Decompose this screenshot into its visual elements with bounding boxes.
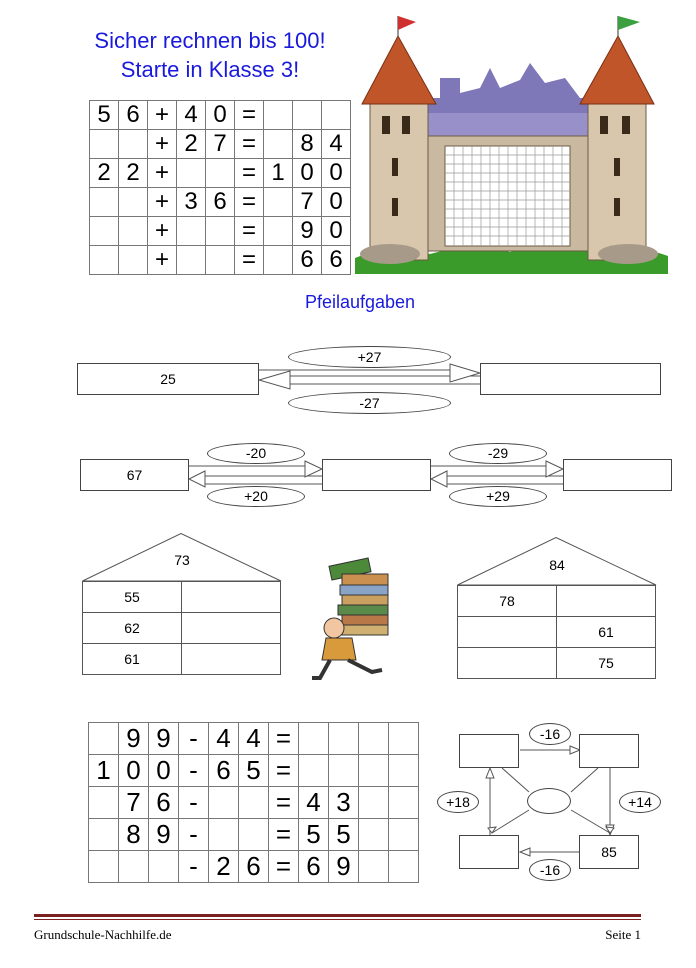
grid-cell: = [269, 755, 299, 787]
title-line-2: Starte in Klasse 3! [120, 57, 300, 82]
house-cell[interactable] [557, 586, 656, 617]
grid-cell: 8 [293, 130, 322, 159]
grid-cell[interactable] [359, 851, 389, 883]
grid-cell: = [235, 159, 264, 188]
grid-cell: - [179, 723, 209, 755]
grid-cell[interactable] [264, 246, 293, 275]
arrow1-right-box[interactable] [480, 363, 661, 395]
grid-cell: + [148, 159, 177, 188]
addition-grid [89, 100, 351, 275]
house-cell: 61 [557, 617, 656, 648]
grid-row [89, 851, 419, 883]
grid-cell[interactable] [119, 130, 148, 159]
grid-cell[interactable] [89, 787, 119, 819]
grid-cell[interactable] [293, 101, 322, 130]
grid-cell: 6 [206, 188, 235, 217]
grid-cell: = [235, 188, 264, 217]
cycle-box-top-right[interactable] [579, 734, 639, 768]
grid-cell: 2 [209, 851, 239, 883]
house-cell[interactable] [458, 617, 557, 648]
grid-cell[interactable] [89, 819, 119, 851]
grid-cell[interactable] [299, 723, 329, 755]
grid-row [90, 246, 351, 275]
grid-cell: = [235, 246, 264, 275]
grid-cell: - [179, 819, 209, 851]
grid-cell: 6 [299, 851, 329, 883]
grid-cell: 3 [329, 787, 359, 819]
grid-cell: 6 [149, 787, 179, 819]
grid-cell: 2 [90, 159, 119, 188]
arrow2-left-box: 67 [80, 459, 189, 491]
grid-cell[interactable] [206, 246, 235, 275]
grid-cell: 9 [149, 819, 179, 851]
grid-cell: + [148, 130, 177, 159]
house1-roof-number: 73 [174, 552, 190, 568]
grid-cell[interactable] [359, 723, 389, 755]
grid-cell[interactable] [89, 723, 119, 755]
grid-cell: 1 [89, 755, 119, 787]
grid-row [89, 787, 419, 819]
grid-cell[interactable] [264, 188, 293, 217]
house-cell: 78 [458, 586, 557, 617]
grid-cell: + [148, 188, 177, 217]
arrow2-bottom1-oval: +20 [207, 486, 305, 507]
grid-cell[interactable] [389, 755, 419, 787]
section-title: Pfeilaufgaben [304, 292, 416, 312]
arrow2-bottom2-oval: +29 [449, 486, 547, 507]
grid-row [90, 217, 351, 246]
grid-cell: 4 [209, 723, 239, 755]
subtraction-grid [88, 722, 419, 883]
arrow2-top1-oval: -20 [207, 443, 305, 464]
house-cell[interactable] [182, 582, 281, 613]
house-row [458, 586, 656, 617]
grid-row [89, 755, 419, 787]
grid-cell: 8 [119, 819, 149, 851]
grid-row [90, 188, 351, 217]
grid-row [90, 130, 351, 159]
grid-cell: 6 [119, 101, 148, 130]
grid-cell: 0 [293, 159, 322, 188]
grid-cell[interactable] [206, 159, 235, 188]
grid-cell: 0 [149, 755, 179, 787]
grid-cell[interactable] [264, 130, 293, 159]
grid-cell: 9 [329, 851, 359, 883]
footer-rule [34, 914, 641, 917]
grid-cell[interactable] [359, 819, 389, 851]
house-cell: 61 [83, 644, 182, 675]
arrow1-top-oval: +27 [288, 346, 451, 368]
grid-cell[interactable] [329, 723, 359, 755]
grid-cell: 0 [322, 159, 351, 188]
grid-cell[interactable] [299, 755, 329, 787]
grid-cell: 5 [299, 819, 329, 851]
grid-cell: + [148, 217, 177, 246]
grid-cell: 4 [177, 101, 206, 130]
grid-cell[interactable] [389, 819, 419, 851]
grid-cell: 6 [322, 246, 351, 275]
grid-cell[interactable] [389, 851, 419, 883]
house-row [83, 582, 281, 613]
grid-cell: 2 [177, 130, 206, 159]
grid-cell: + [148, 246, 177, 275]
grid-cell: 0 [322, 188, 351, 217]
grid-row [89, 819, 419, 851]
footer-rule-thin [34, 919, 641, 920]
grid-cell: 7 [119, 787, 149, 819]
grid-cell: 5 [239, 755, 269, 787]
cycle-center-oval[interactable] [527, 788, 571, 814]
grid-cell[interactable] [359, 755, 389, 787]
house-row [458, 617, 656, 648]
arrow2-right-box[interactable] [563, 459, 672, 491]
grid-cell: 0 [206, 101, 235, 130]
grid-cell: = [235, 101, 264, 130]
grid-cell: = [269, 819, 299, 851]
grid-cell: 7 [206, 130, 235, 159]
grid-cell[interactable] [322, 101, 351, 130]
grid-cell: 4 [299, 787, 329, 819]
arrow1-bottom-oval: -27 [288, 392, 451, 414]
grid-cell[interactable] [264, 217, 293, 246]
grid-cell: 1 [264, 159, 293, 188]
grid-cell[interactable] [149, 851, 179, 883]
grid-cell: 6 [293, 246, 322, 275]
house1-table [82, 581, 281, 675]
grid-cell: 0 [119, 755, 149, 787]
house-cell[interactable] [458, 648, 557, 679]
grid-cell: + [148, 101, 177, 130]
grid-cell: 6 [239, 851, 269, 883]
grid-cell[interactable] [264, 101, 293, 130]
grid-cell: = [269, 851, 299, 883]
grid-cell: 9 [119, 723, 149, 755]
grid-cell: 7 [293, 188, 322, 217]
grid-cell: 4 [239, 723, 269, 755]
house-cell: 75 [557, 648, 656, 679]
house2-roof-number: 84 [549, 557, 565, 573]
grid-cell: - [179, 787, 209, 819]
house2-table [457, 585, 656, 679]
house-row [83, 613, 281, 644]
cycle-top-oval: -16 [529, 723, 571, 745]
footer-page: Seite 1 [605, 927, 641, 942]
grid-cell: 3 [177, 188, 206, 217]
grid-cell[interactable] [119, 246, 148, 275]
grid-cell[interactable] [177, 159, 206, 188]
cycle-box-bottom-left[interactable] [459, 835, 519, 869]
grid-cell[interactable] [177, 217, 206, 246]
grid-row [90, 159, 351, 188]
grid-cell: 4 [322, 130, 351, 159]
grid-cell[interactable] [206, 217, 235, 246]
title-line-1: Sicher rechnen bis 100! [94, 28, 326, 53]
grid-cell[interactable] [119, 188, 148, 217]
grid-cell[interactable] [389, 723, 419, 755]
grid-cell[interactable] [239, 787, 269, 819]
grid-cell[interactable] [89, 851, 119, 883]
grid-cell[interactable] [90, 188, 119, 217]
grid-cell: = [235, 217, 264, 246]
grid-cell[interactable] [90, 246, 119, 275]
castle-illustration [350, 8, 670, 274]
grid-cell: - [179, 755, 209, 787]
grid-cell[interactable] [90, 217, 119, 246]
grid-cell[interactable] [177, 246, 206, 275]
grid-cell[interactable] [209, 787, 239, 819]
grid-row [89, 723, 419, 755]
house-cell: 55 [83, 582, 182, 613]
cycle-bottom-oval: -16 [529, 859, 571, 881]
grid-row [90, 101, 351, 130]
grid-cell: = [269, 723, 299, 755]
house-cell: 62 [83, 613, 182, 644]
grid-cell[interactable] [209, 819, 239, 851]
grid-cell: 9 [293, 217, 322, 246]
arrow2-middle-box[interactable] [322, 459, 431, 491]
grid-cell: 6 [209, 755, 239, 787]
cycle-left-oval: +18 [437, 791, 479, 813]
grid-cell: 0 [322, 217, 351, 246]
grid-cell: = [269, 787, 299, 819]
arrow2-top2-oval: -29 [449, 443, 547, 464]
grid-cell[interactable] [90, 130, 119, 159]
grid-cell: 5 [329, 819, 359, 851]
grid-cell: - [179, 851, 209, 883]
grid-cell: = [235, 130, 264, 159]
boy-with-books-illustration [312, 552, 422, 687]
grid-cell[interactable] [119, 851, 149, 883]
grid-cell: 5 [90, 101, 119, 130]
house-row [83, 644, 281, 675]
house-cell[interactable] [182, 644, 281, 675]
grid-cell: 9 [149, 723, 179, 755]
grid-cell[interactable] [329, 755, 359, 787]
grid-cell[interactable] [119, 217, 148, 246]
cycle-box-bottom-right: 85 [579, 835, 639, 869]
grid-cell[interactable] [389, 787, 419, 819]
cycle-box-top-left[interactable] [459, 734, 519, 768]
house-row [458, 648, 656, 679]
grid-cell[interactable] [239, 819, 269, 851]
grid-cell[interactable] [359, 787, 389, 819]
footer-site: Grundschule-Nachhilfe.de [34, 927, 172, 942]
grid-cell: 2 [119, 159, 148, 188]
house-cell[interactable] [182, 613, 281, 644]
arrow1-left-box: 25 [77, 363, 259, 395]
cycle-right-oval: +14 [619, 791, 661, 813]
